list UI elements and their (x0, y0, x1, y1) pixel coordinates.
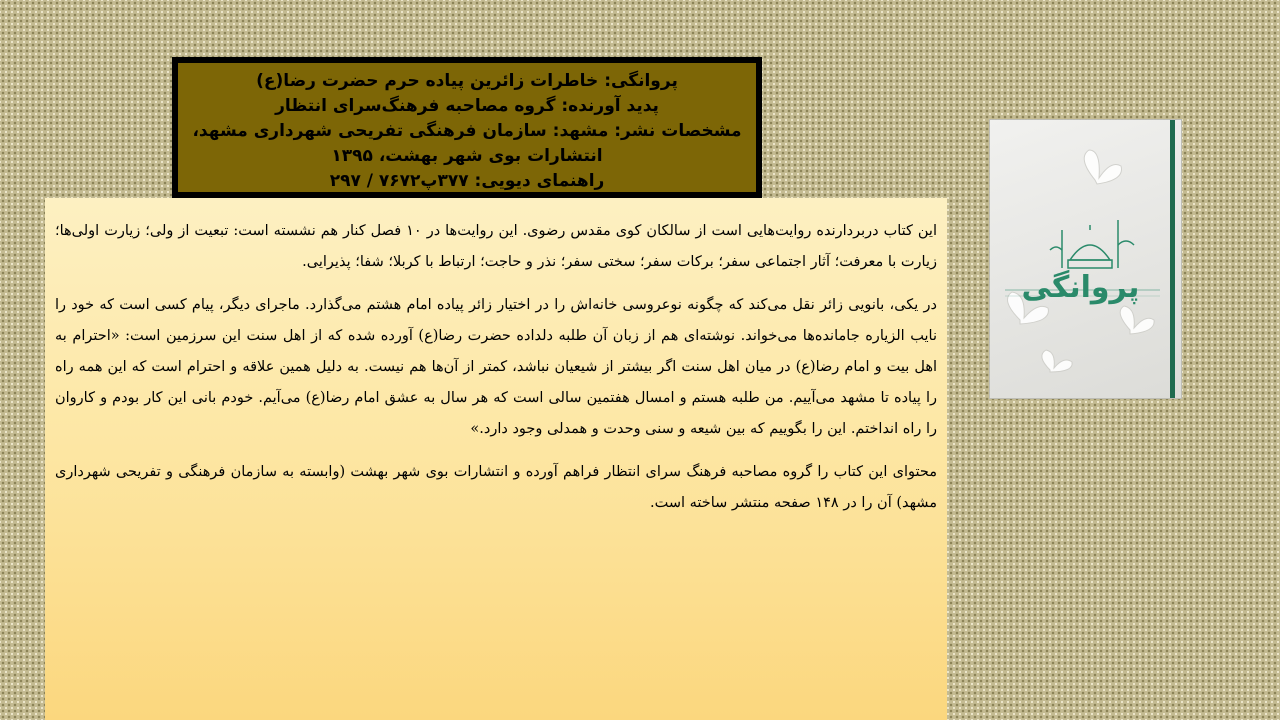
cover-title: پروانگی (1021, 270, 1140, 305)
cover-illustration (990, 120, 1182, 399)
book-author-line: پدید آورنده: گروه مصاحبه فرهنگ‌سرای انتظار (275, 96, 659, 116)
book-title-line: پروانگی: خاطرات زائرین پیاده حرم حضرت رضا(ع) (256, 71, 678, 91)
shrine-icon (1050, 220, 1134, 268)
description-paragraph: این کتاب دربردارنده روایت‌هایی است از سالکان کوی مقدس رضوی. این روایت‌ها در ۱۰ فصل کنار هم نشسته است: تبعیت از ولی؛ زیارت اولی‌ها؛ زیارت با معرفت؛ آثار اجتماعی سفر؛ برکات سفر؛ سختی سفر؛ نذر و حاجت؛ ارتباط با کربلا؛ شفا؛ پذیرایی. (55, 223, 937, 270)
description-paragraph: در یکی، بانویی زائر نقل می‌کند که چگونه نوعروسی خانه‌اش را در اختیار زائر پیاده امام هشتم می‌گذارد. ماجرای دیگر، پیام کسی است که خود را نایب الزیاره جامانده‌ها می‌خواند. نوشته‌ای هم از زبان آن طلبه دلداده حضرت رضا(ع) آورده شده که از اهل سنت این سرزمین است: «احترام به اهل بیت و امام رضا(ع) در میان اهل سنت اگر بیشتر از شیعیان نباشد، کمتر از آن‌ها هم نیست. به دلیل همین علاقه و احترام است که این همه راه را پیاده تا مشهد می‌آییم. من طلبه هستم و امسال هفتمین سالی است که هر سال به عشق امام رضا(ع) می‌آیم. خودم بانی این کار بودم و کاروان را راه انداختم. این را بگوییم که بین شیعه و سنی وحدت و همدلی وجود دارد.» (55, 297, 937, 437)
book-info-box (172, 57, 762, 198)
butterfly-icon (1120, 306, 1154, 334)
book-publisher-line-cont: انتشارات بوی شهر بهشت، ۱۳۹۵ (331, 146, 603, 166)
book-cover-image (989, 119, 1182, 399)
description-paragraph: محتوای این کتاب را گروه مصاحبه فرهنگ سرای انتظار فراهم آورده و انتشارات بوی شهر بهشت (وابسته به سازمان فرهنگی و تفریحی شهرداری مشهد) آن را در ۱۴۸ صفحه منتشر ساخته است. (55, 464, 937, 511)
cover-spine (1170, 120, 1175, 398)
book-dewey-line: راهنمای دیویی: ۳۷۷پ۷۶۷۲ / ۲۹۷ (329, 171, 605, 191)
butterfly-icon (1084, 150, 1121, 184)
description-panel (45, 198, 947, 720)
book-publisher-line: مشخصات نشر: مشهد: سازمان فرهنگی تفریحی شهرداری مشهد، (192, 121, 742, 141)
butterfly-icon (1042, 350, 1072, 372)
